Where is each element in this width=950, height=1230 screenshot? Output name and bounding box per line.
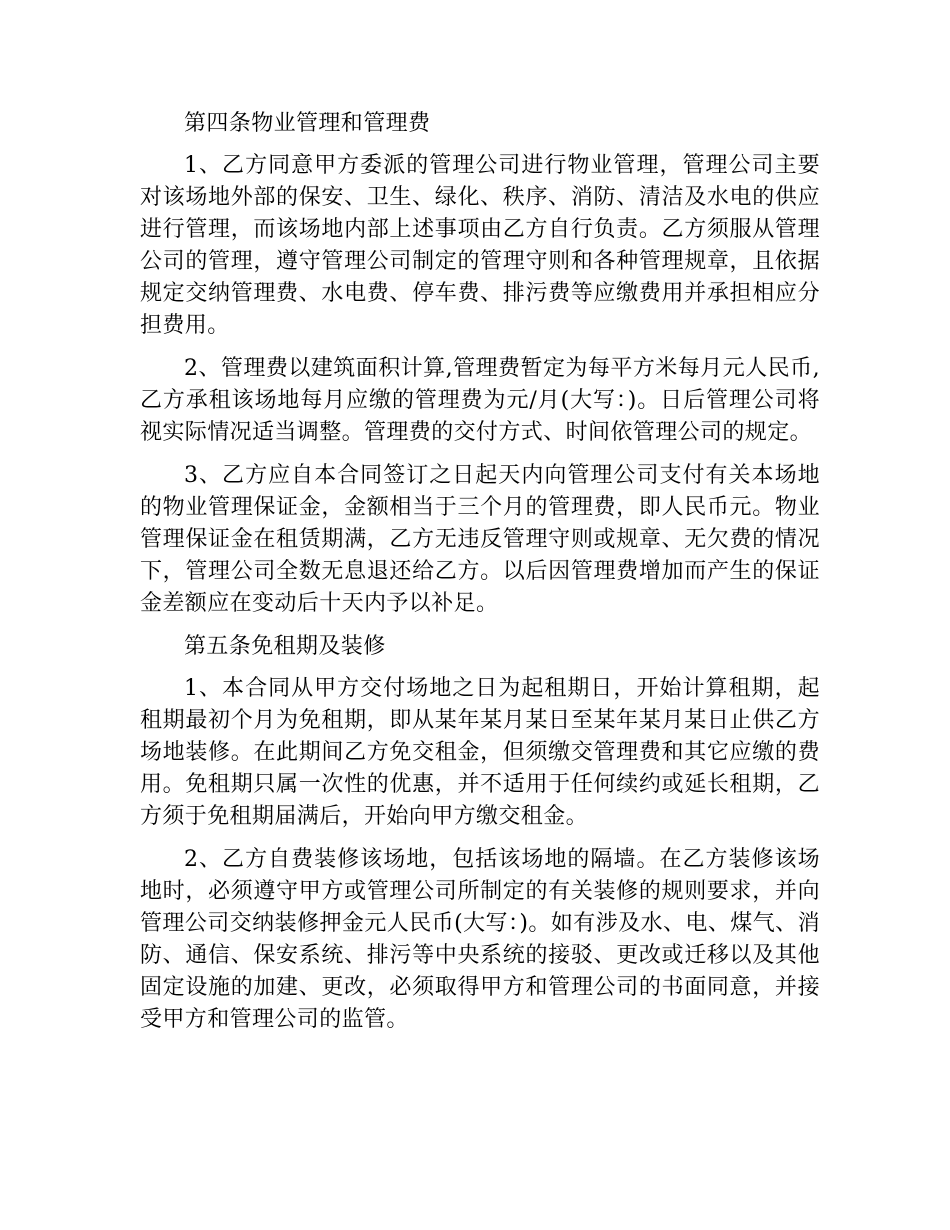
- document-body: [140, 108, 820, 1047]
- article-4-clause-1: 1、乙方同意甲方委派的管理公司进行物业管理，管理公司主要对该场地外部的保安、卫生、绿化、秩序、消防、清洁及水电的供应进行管理，而该场地内部上述事项由乙方自行负责。乙方须服从管理公司的管理，遵守管理公司制定的管理守则和各种管理规章，且依据规定交纳管理费、水电费、停车费、排污费等应缴费用并承担相应分担费用。: [140, 153, 820, 338]
- article-4-clause-3: 3、乙方应自本合同签订之日起天内向管理公司支付有关本场地的物业管理保证金，金额相当于三个月的管理费，即人民币元。物业管理保证金在租赁期满，乙方无违反管理守则或规章、无欠费的情况下，管理公司全数无息退还给乙方。以后因管理费增加而产生的保证金差额应在变动后十天内予以补足。: [140, 463, 820, 616]
- article-4-clause-2: 2、管理费以建筑面积计算,管理费暂定为每平方米每月元人民币,乙方承租该场地每月应缴的管理费为元/月(大写：)。日后管理公司将视实际情况适当调整。管理费的交付方式、时间依管理公司的规定。: [140, 356, 820, 445]
- section-heading-article-4: 第四条物业管理和管理费: [184, 111, 431, 136]
- section-heading-article-5: 第五条免租期及装修: [184, 634, 386, 659]
- article-5-clause-2: 2、乙方自费装修该场地，包括该场地的隔墙。在乙方装修该场地时，必须遵守甲方或管理公司所制定的有关装修的规则要求，并向管理公司交纳装修押金元人民币(大写：)。如有涉及水、电、煤气、消防、通信、保安系统、排污等中央系统的接驳、更改或迁移以及其他固定设施的加建、更改，必须取得甲方和管理公司的书面同意，并接受甲方和管理公司的监管。: [140, 847, 820, 1032]
- article-5-clause-1: 1、本合同从甲方交付场地之日为起租期日，开始计算租期，起租期最初个月为免租期，即从某年某月某日至某年某月某日止供乙方场地装修。在此期间乙方免交租金，但须缴交管理费和其它应缴的费用。免租期只属一次性的优惠，并不适用于任何续约或延长租期，乙方须于免租期届满后，开始向甲方缴交租金。: [140, 676, 820, 829]
